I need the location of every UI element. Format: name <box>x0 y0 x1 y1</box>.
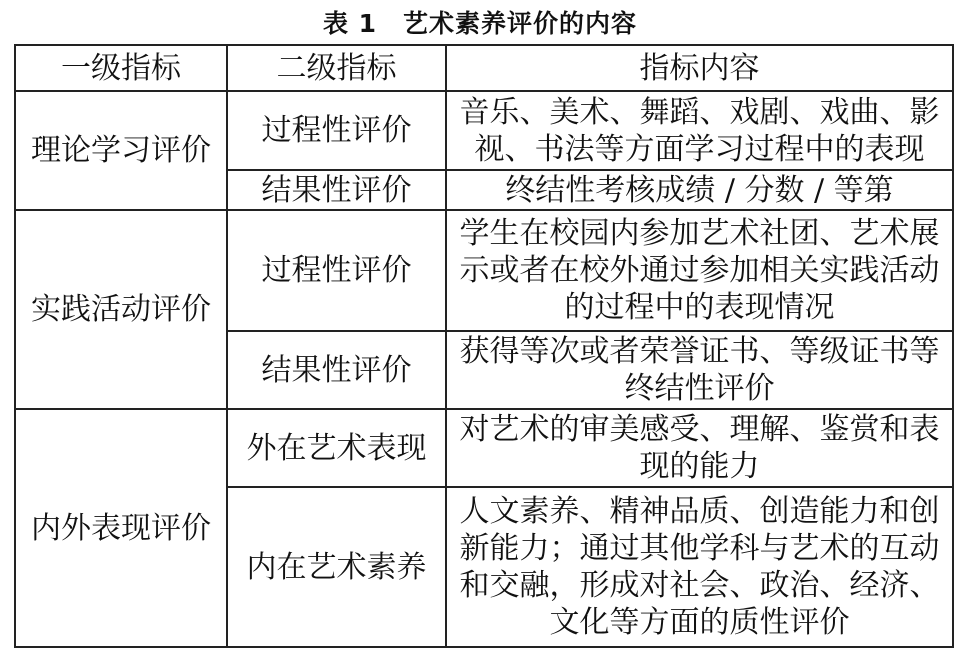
content-cell: 音乐、美术、舞蹈、戏剧、戏曲、影视、书法等方面学习过程中的表现 <box>446 91 953 170</box>
level1-cell: 理论学习评价 <box>15 91 227 210</box>
level2-cell: 过程性评价 <box>227 91 446 170</box>
header-content: 指标内容 <box>446 45 953 91</box>
level1-cell: 实践活动评价 <box>15 210 227 409</box>
header-level2: 二级指标 <box>227 45 446 91</box>
level2-cell: 结果性评价 <box>227 331 446 409</box>
level1-cell: 内外表现评价 <box>15 409 227 647</box>
table-caption: 表 1 艺术素养评价的内容 <box>322 9 638 38</box>
content-cell: 人文素养、精神品质、创造能力和创新能力；通过其他学科与艺术的互动和交融，形成对社会、政治、经济、文化等方面的质性评价 <box>446 487 953 647</box>
level2-cell: 外在艺术表现 <box>227 409 446 487</box>
table-row <box>15 210 953 331</box>
content-cell: 获得等次或者荣誉证书、等级证书等终结性评价 <box>446 331 953 409</box>
content-cell: 对艺术的审美感受、理解、鉴赏和表现的能力 <box>446 409 953 487</box>
content-cell: 终结性考核成绩 / 分数 / 等第 <box>446 170 953 210</box>
level2-cell: 内在艺术素养 <box>227 487 446 647</box>
evaluation-table <box>14 44 954 648</box>
header-row <box>15 45 953 91</box>
content-cell: 学生在校园内参加艺术社团、艺术展示或者在校外通过参加相关实践活动的过程中的表现情况 <box>446 210 953 331</box>
level2-cell: 过程性评价 <box>227 210 446 331</box>
header-level1: 一级指标 <box>15 45 227 91</box>
cropped-text-fragment <box>150 655 570 667</box>
level2-cell: 结果性评价 <box>227 170 446 210</box>
table-row <box>15 91 953 170</box>
table-row <box>15 409 953 487</box>
